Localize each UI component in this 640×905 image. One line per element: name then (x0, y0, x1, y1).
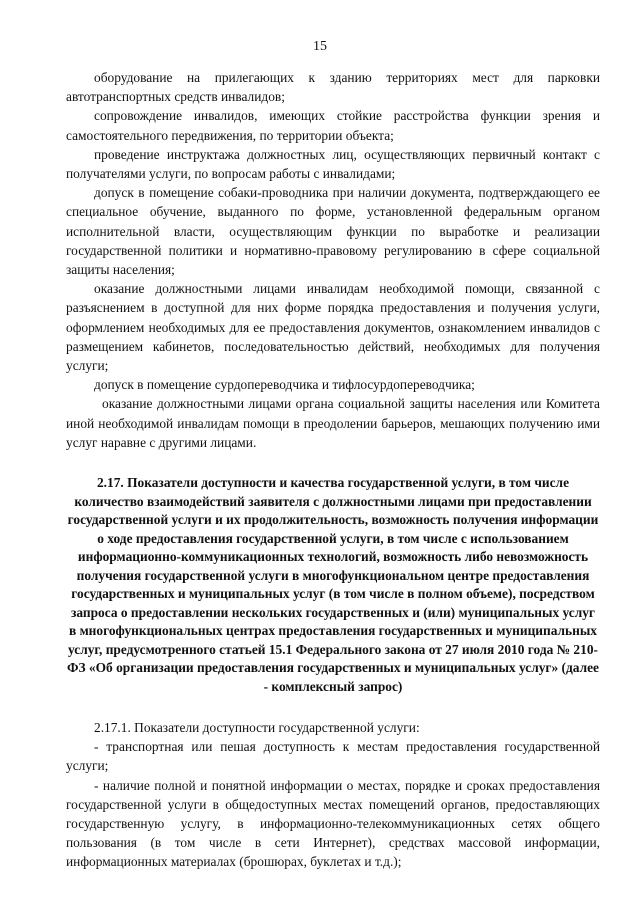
paragraph-assistance: оказание должностными лицами инвалидам необходимой помощи, связанной с разъяснением в доступной для них форме порядка предоставления и получения услуги, оформлением необходимых для ее предоставления документов, ознакомлением инвалидов с размещением кабинетов, последовательностью действий, необходимых для получения услуги; (66, 281, 600, 374)
list-item-information: - наличие полной и понятной информации о местах, порядке и сроках предоставления государственной услуги в общедоступных местах помещений органов, предоставляющих государственную услугу, в информационно-телекоммуникационных сетях общего пользования (в том числе в сети Интернет), средствах массовой информации, информационных материалах (брошюрах, буклетах и т.д.); (66, 777, 600, 870)
section-heading-2-17: 2.17. Показатели доступности и качества государственной услуги, в том числе количество взаимодействий заявителя с должностными лицами при предоставлении государственной услуги и их продолжительность, возможность получения информации о ходе предоставления государственной услуги, в том числе с использованием информационно-коммуникационных технологий, возможность либо невозможность получения государственной услуги в многофункциональном центре предоставления государственных и муниципальных услуг (в том числе в полном объеме), посредством запроса о предоставлении нескольких государственных и (или) муниципальных услуг в многофункциональных центрах предоставления государственных и муниципальных услуг, предусмотренного статьей 15.1 Федерального закона от 27 июля 2010 года № 210-ФЗ «Об организации предоставления государственных и муниципальных услуг» (далее - комплексный запрос) (67, 475, 599, 694)
subsection-title: 2.17.1. Показатели доступности государственной услуги: (94, 720, 420, 736)
paragraph-interpreter: допуск в помещение сурдопереводчика и тифлосурдопереводчика; (94, 377, 475, 393)
paragraph-escort: сопровождение инвалидов, имеющих стойкие расстройства функции зрения и самостоятельного передвижения, по территории объекта; (66, 108, 600, 143)
list-item-transport: - транспортная или пешая доступность к местам предоставления государственной услуги; (66, 739, 600, 774)
paragraph-guide-dog: допуск в помещение собаки-проводника при наличии документа, подтверждающего ее специальное обучение, выданного по форме, установленной федеральным органом исполнительной власти, осуществляющим функции по выработке и реализации государственной политики и нормативно-правовому регулированию в сфере социальной защиты населения; (66, 185, 600, 278)
paragraph-barriers: оказание должностными лицами органа социальной защиты населения или Комитета иной необходимой инвалидам помощи в преодолении барьеров, мешающих получению ими услуг наравне с другими лицами. (66, 396, 600, 450)
paragraph-parking: оборудование на прилегающих к зданию территориях мест для парковки автотранспортных средств инвалидов; (66, 70, 600, 105)
subsection-2-17-1 (66, 718, 600, 872)
document-body (66, 68, 600, 872)
paragraph-staff-briefing: проведение инструктажа должностных лиц, осуществляющих первичный контакт с получателями услуги, по вопросам работы с инвалидами; (66, 146, 600, 182)
page-number: 15 (313, 39, 327, 54)
